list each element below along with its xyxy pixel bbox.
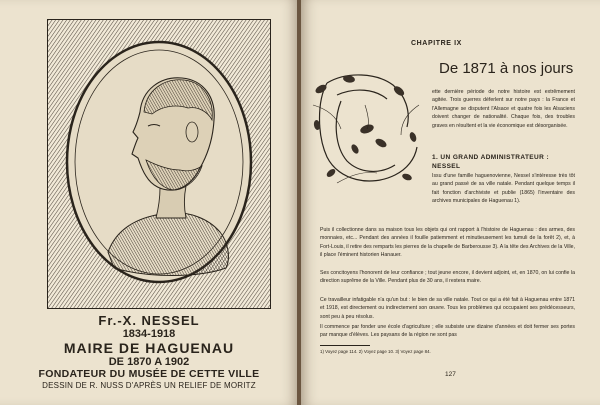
ornamental-drop-cap bbox=[307, 65, 425, 193]
chapter-title: De 1871 à nos jours bbox=[439, 60, 574, 77]
portrait-medallion-engraving bbox=[48, 20, 270, 308]
portrait-plate bbox=[47, 19, 271, 309]
paragraph: Ce travailleur infatigable n'a qu'un but : le bien de sa ville natale. Tout ce qui a été fait à Haguenau entre 1871 et 1918, est directement ou indirectement son œuvre. Tous les problèmes qui occupaient ses prédécesseurs, sont peu à peu résolus. bbox=[320, 297, 575, 320]
portrait-dates: 1834-1918 bbox=[122, 328, 176, 340]
portrait-founder-line: FONDATEUR DU MUSÉE DE CETTE VILLE bbox=[38, 368, 260, 380]
portrait-term: DE 1870 A 1902 bbox=[108, 356, 190, 368]
portrait-name: Fr.-X. NESSEL bbox=[98, 313, 200, 328]
paragraph: Il commence par fonder une école d'agriculture ; elle subsiste une dizaine d'années et doit fermer ses portes par manque d'élèves. Les paysans de la région ne sont pas bbox=[320, 324, 575, 339]
footnote-rule bbox=[320, 345, 370, 346]
paragraph: Puis il collectionne dans sa maison tous les objets qui ont rapport à l'histoire de Haguenau : des armes, des monnaies, etc... Pendant des années il fouille patiemment et minutieusement les tumuli de la forêt 2), et, à Fort-Louis, il retire des remparts les pierres de la chapelle de Barberousse 3). A la tête des Archives de la Ville, il place l'éminent historien Hanauer. bbox=[320, 227, 575, 259]
chapter-intro-paragraph: ette dernière période de notre histoire est extrêmement agitée. Trois guerres déferlent sur notre pays : la France et l'Allemagne se disputent l'Alsace et quatre fois les Alsaciens doivent changer de nationalité. Chaque fois, des troubles graves en résultent et la vie économique est désorganisée. bbox=[432, 89, 575, 129]
right-page bbox=[301, 0, 600, 405]
footnotes: 1) Voyez page 114. 2) Voyez page 10. 3) Voyez page 84. bbox=[320, 349, 431, 354]
left-page bbox=[0, 0, 298, 405]
portrait-drawing-credit: DESSIN DE R. NUSS D'APRÈS UN RELIEF DE MORITZ bbox=[42, 381, 256, 390]
paragraph: Issu d'une famille haguenovienne, Nessel s'intéresse très tôt au grand passé de sa ville natale. Pendant quelque temps il fait fonction d'archiviste et publie (1865) l'inventaire des archives municipales de Haguenau 1). bbox=[432, 173, 575, 205]
chapter-number: CHAPITRE IX bbox=[411, 40, 462, 47]
paragraph: Ses concitoyens l'honorent de leur confiance ; tout jeune encore, il devient adjoint, et, en 1870, on lui confie la direction suprême de la Ville. Pendant plus de 30 ans, il restera maire. bbox=[320, 270, 575, 285]
page-number: 127 bbox=[445, 371, 456, 378]
portrait-title: MAIRE DE HAGUENAU bbox=[63, 340, 235, 356]
section-heading: 1. UN GRAND ADMINISTRATEUR : NESSEL bbox=[432, 154, 550, 170]
